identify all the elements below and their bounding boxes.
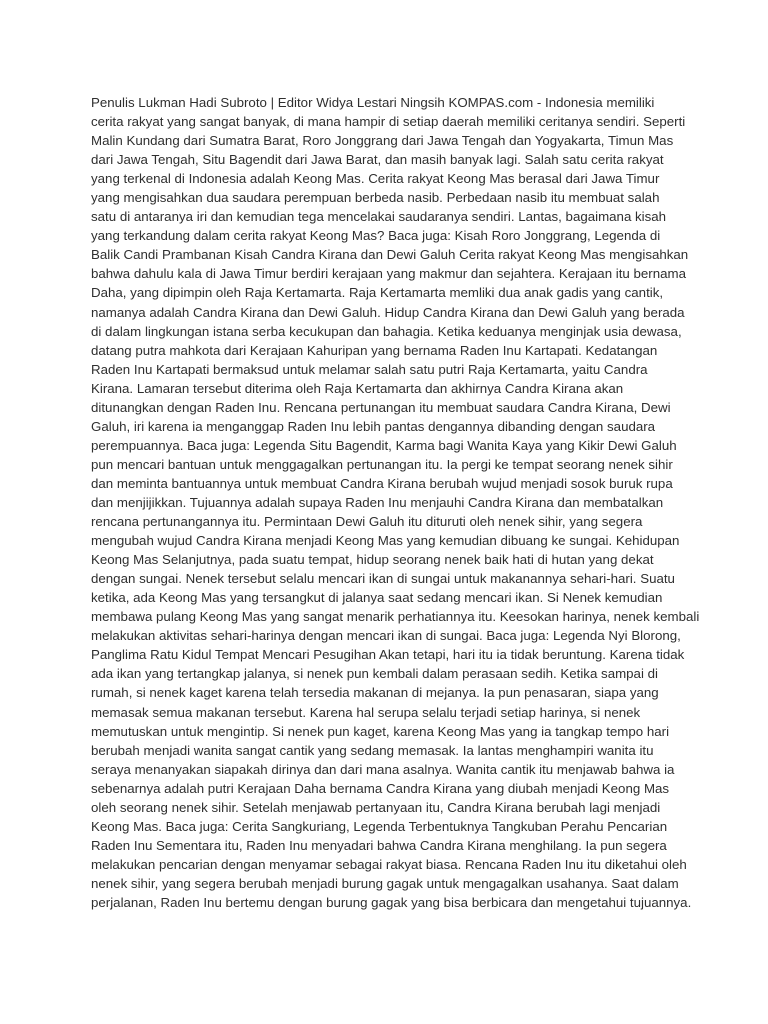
text-line: dengan sungai. Nenek tersebut selalu mencari ikan di sungai untuk makanannya sehari-hari. Suatu <box>91 571 675 587</box>
text-line: datang putra mahkota dari Kerajaan Kahuripan yang bernama Raden Inu Kartapati. Kedatangan <box>91 342 658 358</box>
text-line: ketika, ada Keong Mas yang tersangkut di jalanya saat sedang mencari ikan. Si Nenek kemudian <box>91 590 663 606</box>
text-line: cerita rakyat yang sangat banyak, di mana hampir di setiap daerah memiliki ceritanya sendiri. Seperti <box>91 114 686 130</box>
text-line: Malin Kundang dari Sumatra Barat, Roro Jonggrang dari Jawa Tengah dan Yogyakarta, Timun Mas <box>91 133 674 149</box>
text-line: ada ikan yang tertangkap jalanya, si nenek pun kembali dalam perasaan sedih. Ketika sampai di <box>91 666 658 682</box>
text-line: yang terkandung dalam cerita rakyat Keong Mas? Baca juga: Kisah Roro Jonggrang, Legenda di <box>91 228 661 244</box>
text-line: satu di antaranya iri dan kemudian tega mencelakai saudaranya sendiri. Lantas, bagaimana kisah <box>91 209 667 225</box>
text-line: yang mengisahkan dua saudara perempuan berbeda nasib. Perbedaan nasib itu membuat salah <box>91 190 660 206</box>
text-line: Keong Mas. Baca juga: Cerita Sangkuriang, Legenda Terbentuknya Tangkuban Perahu Pencarian <box>91 818 668 834</box>
text-line: oleh seorang nenek sihir. Setelah menjawab pertanyaan itu, Candra Kirana berubah lagi menjadi <box>91 799 661 815</box>
text-line: sebenarnya adalah putri Kerajaan Daha bernama Candra Kirana yang diubah menjadi Keong Mas <box>91 780 670 796</box>
text-line: seraya menanyakan siapakah dirinya dan dari mana asalnya. Wanita cantik itu menjawab bahwa ia <box>91 761 675 777</box>
text-line: namanya adalah Candra Kirana dan Dewi Galuh. Hidup Candra Kirana dan Dewi Galuh yang berada <box>91 304 685 320</box>
text-line: rumah, si nenek kaget karena telah tersedia makanan di mejanya. Ia pun penasaran, siapa yang <box>91 685 659 701</box>
text-line: memutuskan untuk mengintip. Si nenek pun kaget, karena Keong Mas yang ia tangkap tempo hari <box>91 723 670 739</box>
text-line: Galuh, iri karena ia menganggap Raden Inu lebih pantas dengannya dibanding dengan saudara <box>91 418 656 434</box>
text-line: Kirana. Lamaran tersebut diterima oleh Raja Kertamarta dan akhirnya Candra Kirana akan <box>91 380 624 396</box>
text-line: melakukan aktivitas sehari-harinya dengan mencari ikan di sungai. Baca juga: Legenda Nyi Blorong, <box>91 628 681 644</box>
text-line: Balik Candi Prambanan Kisah Candra Kirana dan Dewi Galuh Cerita rakyat Keong Mas mengisahkan <box>91 247 689 263</box>
text-line: pun mencari bantuan untuk menggagalkan pertunangan itu. Ia pergi ke tempat seorang nenek sihir <box>91 456 673 472</box>
text-line: yang terkenal di Indonesia adalah Keong Mas. Cerita rakyat Keong Mas berasal dari Jawa Timur <box>91 171 660 187</box>
text-line: Penulis Lukman Hadi Subroto | Editor Widya Lestari Ningsih KOMPAS.com - Indonesia memiliki <box>91 95 655 110</box>
text-line: di dalam lingkungan istana serba kecukupan dan bahagia. Ketika keduanya menginjak usia dewasa, <box>91 323 682 339</box>
text-line: bahwa dahulu kala di Jawa Timur berdiri kerajaan yang makmur dan sejahtera. Kerajaan itu bernama <box>91 266 686 282</box>
text-line: mengubah wujud Candra Kirana menjadi Keong Mas yang kemudian dibuang ke sungai. Kehidupan <box>91 533 680 549</box>
text-line: Raden Inu Kartapati bermaksud untuk melamar salah satu putri Raja Kertamarta, yaitu Candra <box>91 361 648 377</box>
text-line: melakukan pencarian dengan menyamar sebagai rakyat biasa. Rencana Raden Inu itu diketahui oleh <box>91 856 687 872</box>
text-line: dari Jawa Tengah, Situ Bagendit dari Jawa Barat, dan masih banyak lagi. Salah satu cerita rakyat <box>91 152 664 168</box>
text-line: Panglima Ratu Kidul Tempat Mencari Pesugihan Akan tetapi, hari itu ia tidak beruntung. Karena tidak <box>91 647 685 663</box>
text-line: perjalanan, Raden Inu bertemu dengan burung gagak yang bisa berbicara dan mengetahui tujuannya. <box>91 894 692 910</box>
text-line: nenek sihir, yang segera berubah menjadi burung gagak untuk mengagalkan usahanya. Saat dalam <box>91 875 679 891</box>
text-line: Daha, yang dipimpin oleh Raja Kertamarta. Raja Kertamarta memliki dua anak gadis yang cantik, <box>91 285 664 301</box>
text-line: Keong Mas Selanjutnya, pada suatu tempat, hidup seorang nenek baik hati di hutan yang dekat <box>91 552 654 568</box>
text-line: rencana pertunangannya itu. Permintaan Dewi Galuh itu dituruti oleh nenek sihir, yang segera <box>91 514 643 530</box>
text-line: perempuannya. Baca juga: Legenda Situ Bagendit, Karma bagi Wanita Kaya yang Kikir Dewi Galuh <box>91 437 677 453</box>
text-line: memasak semua makanan tersebut. Karena hal serupa selalu terjadi setiap harinya, si nenek <box>91 704 641 720</box>
text-line: ditunangkan dengan Raden Inu. Rencana pertunangan itu membuat saudara Candra Kirana, Dewi <box>91 399 671 415</box>
text-line: membawa pulang Keong Mas yang sangat menarik perhatiannya itu. Keesokan harinya, nenek kembali <box>91 609 700 625</box>
article-body <box>91 93 700 912</box>
text-line: dan meminta bantuannya untuk membuat Candra Kirana berubah wujud menjadi sosok buruk rupa <box>91 475 673 491</box>
text-line: dan menjijikkan. Tujuannya adalah supaya Raden Inu menjauhi Candra Kirana dan membatalkan <box>91 494 664 510</box>
text-line: Raden Inu Sementara itu, Raden Inu menyadari bahwa Candra Kirana menghilang. Ia pun segera <box>91 837 667 853</box>
text-line: berubah menjadi wanita sangat cantik yang sedang memasak. Ia lantas menghampiri wanita itu <box>91 742 654 758</box>
